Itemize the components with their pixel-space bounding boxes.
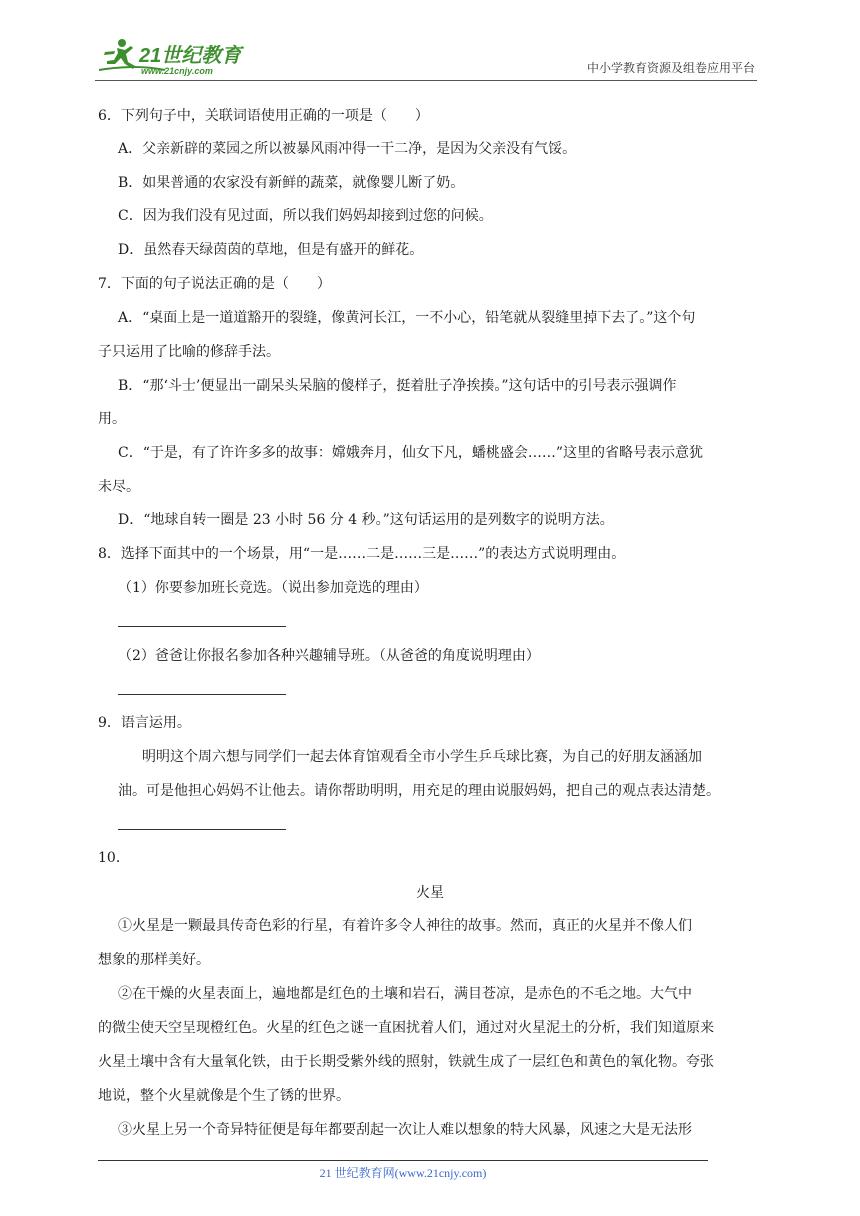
q7-option-a-line2: 子只运用了比喻的修辞手法。	[98, 344, 280, 360]
logo-url: www.21cnjy.com	[141, 66, 213, 76]
logo-text: 21世纪教育	[139, 45, 242, 67]
q10-paragraph-3-line1: ③火星上另一个奇异特征便是每年都要刮起一次让人难以想象的特大风暴，风速之大是无法形	[118, 1122, 692, 1138]
q7-option-b-line2: 用。	[98, 411, 126, 427]
q10-paragraph-1-line1: ①火星是一颗最具传奇色彩的行星，有着许多令人神往的故事。然而，真正的火星并不像人们	[118, 918, 692, 934]
q6-option-d: D．虽然春天绿茵茵的草地，但是有盛开的鲜花。	[118, 242, 424, 258]
q7-option-c-line2: 未尽。	[98, 479, 140, 495]
q8-prompt-2: （2）爸爸让你报名参加各种兴趣辅导班。（从爸爸的角度说明理由）	[118, 648, 540, 664]
footer-link[interactable]: 21 世纪教育网(www.21cnjy.com)	[319, 1166, 487, 1180]
q7-option-b-line1: B．“那‘斗士’便显出一副呆头呆脑的傻样子，挺着肚子净挨揍。”这句话中的引号表示强调作	[118, 378, 677, 394]
q7-option-a-line1: A．“桌面上是一道道豁开的裂缝，像黄河长江，一不小心，铅笔就从裂缝里掉下去了。”这个句	[118, 310, 696, 326]
q8-stem: 8．选择下面其中的一个场景，用“一是……二是……三是……”的表达方式说明理由。	[98, 546, 626, 562]
q10-paragraph-2-line4: 地说，整个火星就像是个生了锈的世界。	[98, 1088, 350, 1104]
q10-number: 10．	[98, 850, 130, 866]
page-header	[95, 32, 757, 81]
q6-stem: 6．下列句子中，关联词语使用正确的一项是（ ）	[98, 108, 429, 124]
q10-paragraph-2-line3: 火星土壤中含有大量氧化铁，由于长期受紫外线的照射，铁就生成了一层红色和黄色的氧化物。夸张	[98, 1054, 714, 1070]
site-logo	[95, 34, 265, 78]
q7-stem: 7．下面的句子说法正确的是（ ）	[98, 276, 331, 292]
q8-prompt-1: （1）你要参加班长竞选。（说出参加竞选的理由）	[118, 580, 428, 596]
q10-paragraph-1-line2: 想象的那样美好。	[98, 952, 210, 968]
runner-logo-icon	[95, 34, 265, 78]
platform-name: 中小学教育资源及组卷应用平台	[586, 61, 755, 75]
footer-divider	[98, 1160, 708, 1161]
q7-option-c-line1: C．“于是，有了许许多多的故事：嫦娥奔月，仙女下凡，蟠桃盛会……”这里的省略号表示意犹	[118, 445, 704, 461]
q10-title: 火星	[416, 885, 444, 901]
q9-passage-line1: 明明这个周六想与同学们一起去体育馆观看全市小学生乒乓球比赛，为自己的好朋友涵涵加	[142, 749, 702, 765]
q8-answer-line-2[interactable]	[118, 694, 286, 695]
q10-paragraph-2-line2: 的微尘使天空呈现橙红色。火星的红色之谜一直困扰着人们，通过对火星泥土的分析，我们知道原来	[98, 1020, 714, 1036]
q6-option-b: B．如果普通的农家没有新鲜的蔬菜，就像婴儿断了奶。	[118, 175, 465, 191]
q9-answer-line[interactable]	[118, 829, 286, 830]
q6-option-a: A．父亲新辟的菜园之所以被暴风雨冲得一干二净，是因为父亲没有气馁。	[118, 141, 577, 157]
q7-option-d: D．“地球自转一圈是 23 小时 56 分 4 秒。”这句话运用的是列数字的说明方法。	[118, 512, 614, 528]
q8-answer-line-1[interactable]	[118, 626, 286, 627]
q9-passage-line2: 油。可是他担心妈妈不让他去。请你帮助明明，用充足的理由说服妈妈，把自己的观点表达清楚。	[118, 783, 720, 799]
q10-paragraph-2-line1: ②在干燥的火星表面上，遍地都是红色的土壤和岩石，满目苍凉，是赤色的不毛之地。大气中	[118, 986, 692, 1002]
q6-option-c: C．因为我们没有见过面，所以我们妈妈却接到过您的问候。	[118, 208, 493, 224]
q9-stem: 9．语言运用。	[98, 715, 191, 731]
